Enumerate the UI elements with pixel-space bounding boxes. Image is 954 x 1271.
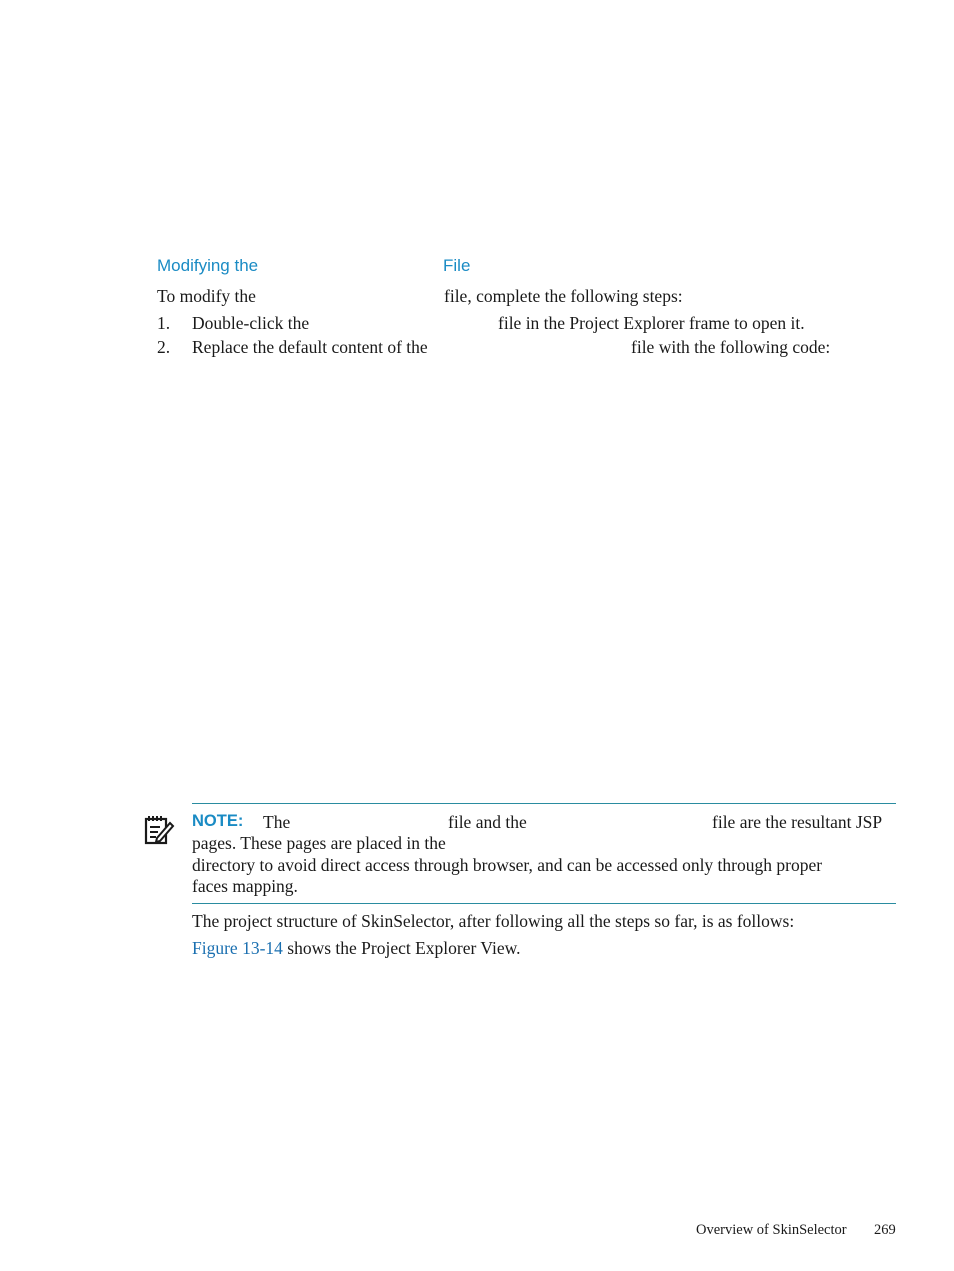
note-line1-c: file are the resultant JSP [712,812,883,832]
note-label: NOTE: [192,812,244,830]
figure-reference-rest: shows the Project Explorer View. [282,938,521,958]
step-1-text-left: Double-click the [192,313,310,333]
step-2-text-left: Replace the default content of the [192,337,428,357]
step-2-number: 2. [157,337,171,357]
note-line3: directory to avoid direct access through browser, and can be accessed only through proper [192,855,823,875]
note-line2: pages. These pages are placed in the [192,833,446,853]
step-2-text-right: file with the following code: [631,337,831,357]
note-line1-a: The [263,812,291,832]
step-1-number: 1. [157,313,171,333]
note-top-rule [192,803,896,804]
section-heading-right: File [443,256,471,275]
project-structure-paragraph: The project structure of SkinSelector, after following all the steps so far, is as follows: [192,911,795,931]
footer-title: Overview of SkinSelector [696,1222,847,1238]
figure-13-14-link[interactable]: Figure 13-14 [192,938,283,958]
section-heading-left: Modifying the [157,256,259,275]
note-line4: faces mapping. [192,876,298,896]
note-bottom-rule [192,903,896,904]
step-1-text-right: file in the Project Explorer frame to open it. [498,313,805,333]
page-number: 269 [874,1222,896,1238]
intro-text-right: file, complete the following steps: [444,286,683,306]
note-line1-b: file and the [448,812,527,832]
intro-text-left: To modify the [157,286,256,306]
figure-reference-paragraph [192,937,521,959]
note-pencil-icon [143,814,175,846]
